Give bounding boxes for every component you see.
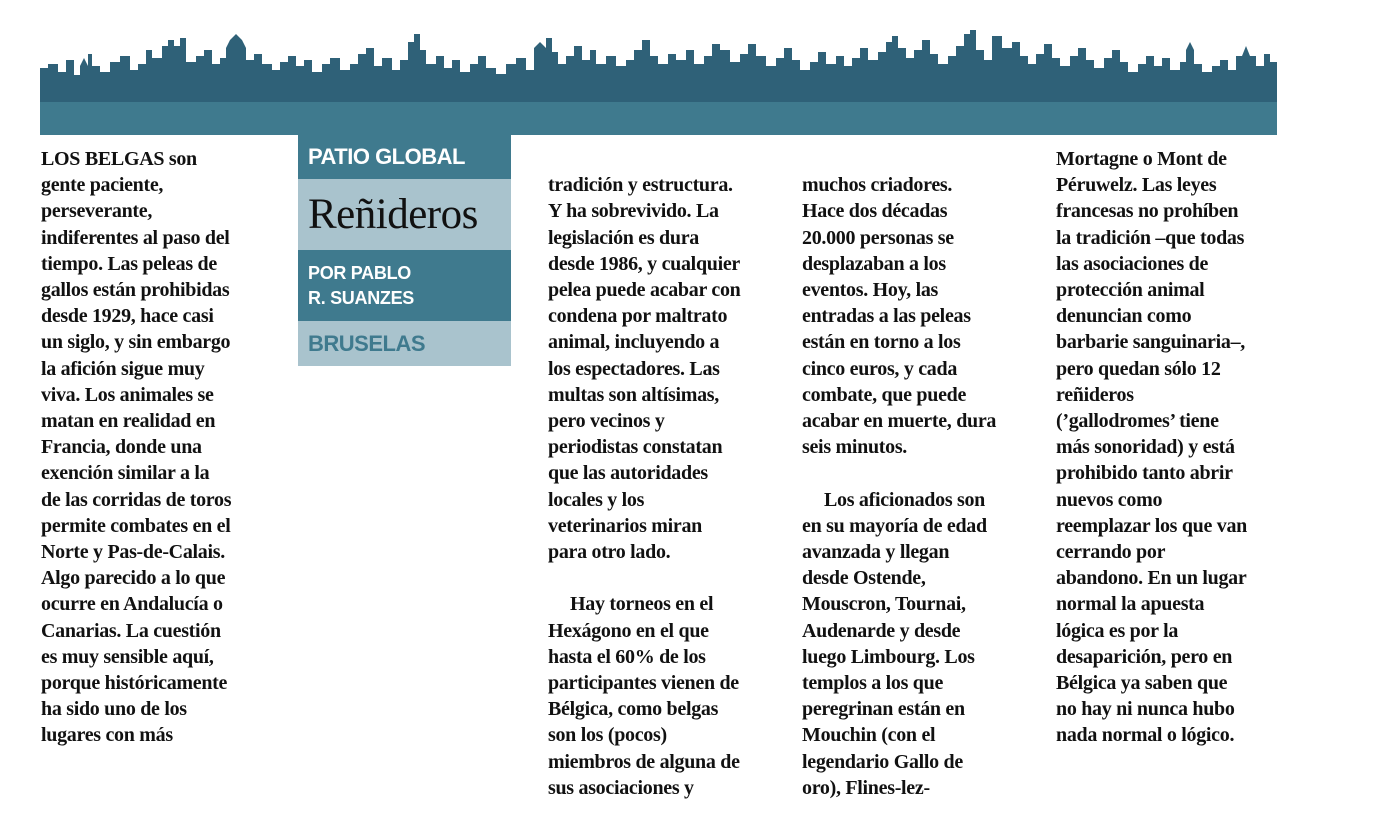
- paragraph: tradición y estructura. Y ha sobrevivido. La legislación es dura desde 1986, y cualquier pelea puede acabar con condena por maltrato animal, incluyendo a los espectadores. Las multas son altísimas, pero vecinos y periodistas constatan que las autoridades locales y los veterinarios miran para otro lado.: [548, 174, 741, 564]
- lead-in: LOS BELGAS: [41, 148, 165, 170]
- paragraph-text: Los aficionados son en su mayoría de edad avanzada y llegan desde Ostende, Mouscron, Tournai, Audenarde y desde luego Limbourg. Los templos a los que peregrinan están en Mouchin (con el legendario Gallo de oro), Flines-lez-: [802, 488, 987, 799]
- article-column-3: [548, 146, 783, 827]
- article-title: Reñideros: [298, 179, 511, 250]
- city-skyline-illustration: [40, 20, 1277, 135]
- section-label: PATIO GLOBAL: [298, 135, 511, 179]
- dateline-place: BRUSELAS: [298, 321, 511, 366]
- paragraph-text: Hay torneos en el Hexágono en el que hasta el 60% de los participantes vienen de Bélgica, como belgas son los (pocos) miembros de alguna de sus asociaciones y: [548, 593, 740, 799]
- column-5-text: Mortagne o Mont de Péruwelz. Las leyes francesas no prohíben la tradición –que todas las asociaciones de protección animal denuncian como barbarie sanguinaria–, pero quedan sólo 12 reñideros (’gallodromes’ tiene más sonoridad) y está prohibido tanto abrir nuevos como reemplazar los que van cerrando por abandono. En un lugar normal la apuesta lógica es por la desaparición, pero en Bélgica ya saben que no hay ni nunca hubo nada normal o lógico.: [1056, 148, 1247, 747]
- skyline-buildings: [40, 30, 1277, 102]
- column-1-text: son gente paciente, perseverante, indiferentes al paso del tiempo. Las peleas de gallos están prohibidas desde 1929, hace casi un siglo, y sin embargo la afición sigue muy viva. Los animales se matan en realidad en Francia, donde una exención similar a la de las corridas de toros permite combates en el Norte y Pas-de-Calais. Algo parecido a lo que ocurre en Andalucía o Canarias. La cuestión es muy sensible aquí, porque históricamente ha sido uno de los lugares con más: [41, 148, 232, 747]
- article-column-4: [802, 146, 1032, 827]
- article-column-5: [1056, 146, 1286, 749]
- paragraph: muchos criadores. Hace dos décadas 20.000 personas se desplazaban a los eventos. Hoy, las entradas a las peleas están en torno a los cinco euros, y cada combate, que puede acabar en muerte, dura seis minutos.: [802, 174, 997, 459]
- paragraph-indented: [802, 487, 1032, 801]
- article-header-box: [298, 135, 511, 366]
- skyline-band: [40, 102, 1277, 135]
- article-column-1: [41, 146, 271, 749]
- paragraph-indented: [548, 591, 783, 801]
- byline: POR PABLO R. SUANZES: [298, 250, 511, 321]
